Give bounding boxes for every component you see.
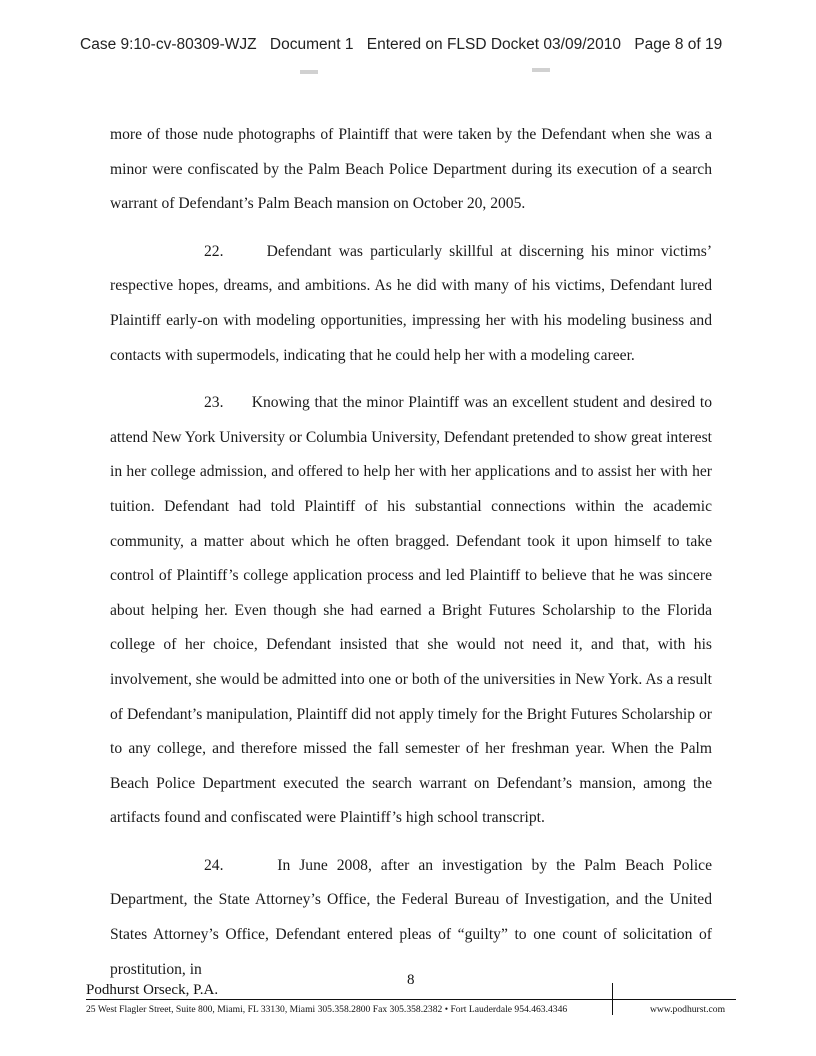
paragraph-text: Defendant was particularly skillful at discerning his minor victims’ respective hopes, dreams, and ambitions. As he did with many of his victims, Defendant lured Plaintiff early-on with modeling opportunities, impressing her with his modeling business and contacts with supermodels, indicating that he could help her with a modeling career. xyxy=(110,242,713,364)
page-number: 8 xyxy=(407,972,415,988)
paragraph-number: 22. xyxy=(204,242,224,260)
paragraph-number: 24. xyxy=(204,856,224,874)
paragraph-text: Knowing that the minor Plaintiff was an excellent student and desired to attend New York University or Columbia University, Defendant pretended to show great interest in her college admission, and offered to help her with her applications and to assist her with her tuition. Defendant had told Plaintiff of his substantial connections within the academic community, a matter about which he often bragged. Defendant took it upon himself to take control of Plaintiff’s college application process and led Plaintiff to believe that he was sincere about helping her. Even though she had earned a Bright Futures Scholarship to the Florida college of her choice, Defendant insisted that she would not need it, and that, with his involvement, she would be admitted into one or both of the universities in New York. As a result of Defendant’s manipulation, Plaintiff did not apply timely for the Bright Futures Scholarship or to any college, and therefore missed the fall semester of her freshman year. When the Palm Beach Police Department executed the search warrant on Defendant’s mansion, among the artifacts found and confiscated were Plaintiff’s high school transcript. xyxy=(110,394,713,827)
paragraph-22 xyxy=(110,235,712,373)
page-header xyxy=(80,36,760,54)
paragraph-number: 23. xyxy=(204,394,224,412)
footer-vertical-divider xyxy=(612,983,613,1015)
page-indicator: Page 8 of 19 xyxy=(634,36,723,53)
firm-address: 25 West Flagler Street, Suite 800, Miami, FL 33130, Miami 305.358.2800 Fax 305.358.2382 • Fort Lauderdale 954.463.4346 xyxy=(86,1004,568,1015)
scan-artifact-left xyxy=(300,70,318,74)
firm-website: www.podhurst.com xyxy=(650,1004,726,1015)
docket-entry: Entered on FLSD Docket 03/09/2010 xyxy=(366,36,621,53)
document-number: Document 1 xyxy=(269,36,354,53)
paragraph-text: more of those nude photographs of Plaintiff that were taken by the Defendant when she was a minor were confiscated by the Palm Beach Police Department during its execution of a search warrant of Defendant’s Palm Beach mansion on October 20, 2005. xyxy=(110,126,712,213)
document-body xyxy=(110,118,712,1000)
case-number: Case 9:10-cv-80309-WJZ xyxy=(80,36,257,53)
scan-artifact-right xyxy=(532,68,550,72)
paragraph-24 xyxy=(110,849,712,987)
paragraph-text: In June 2008, after an investigation by the Palm Beach Police Department, the State Attorney’s Office, the Federal Bureau of Investigation, and the United States Attorney’s Office, Defendant entered pleas of “guilty” to one count of solicitation of prostitution, in xyxy=(110,856,712,978)
paragraph-continued xyxy=(110,118,712,222)
firm-name: Podhurst Orseck, P.A. xyxy=(86,982,219,998)
footer-divider xyxy=(86,999,736,1000)
paragraph-23 xyxy=(110,386,712,836)
